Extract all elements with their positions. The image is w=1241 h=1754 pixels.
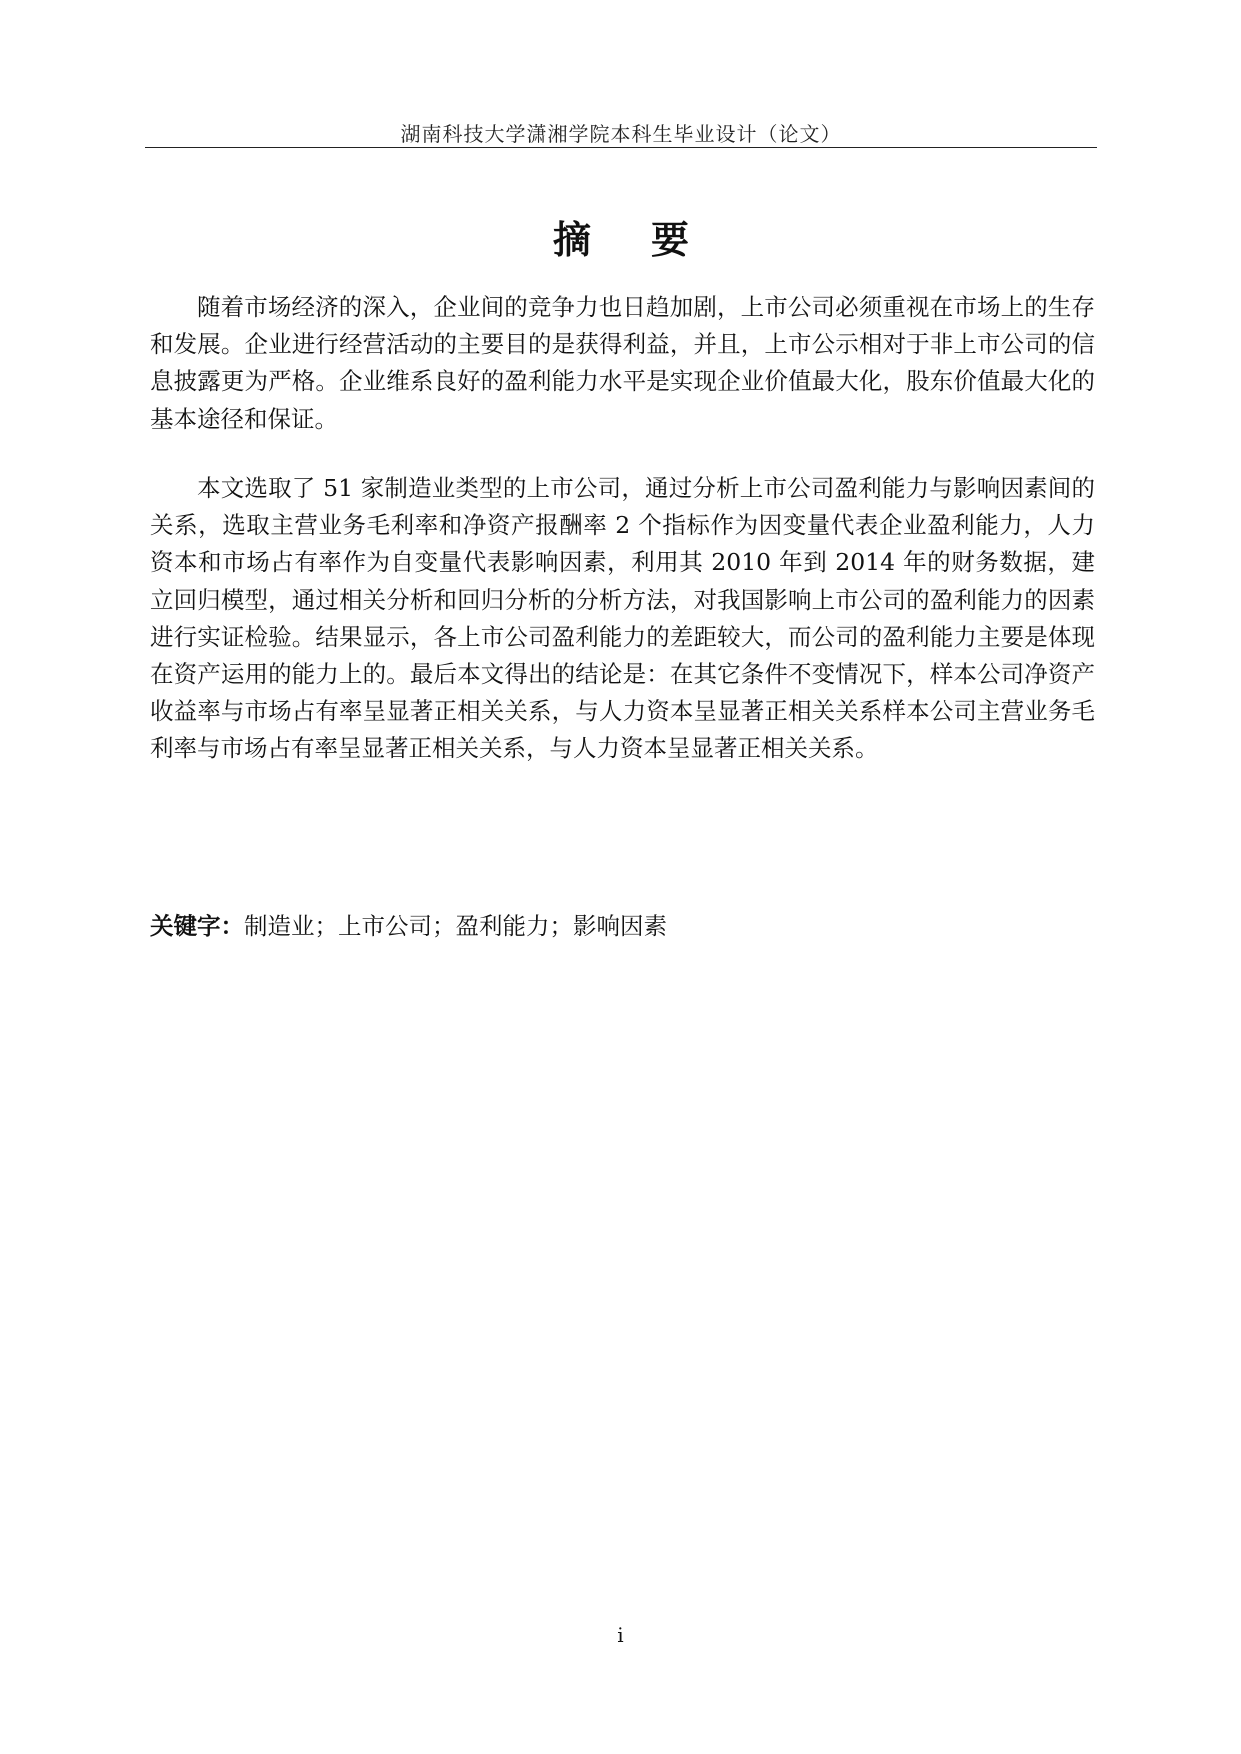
page-number: i	[617, 1623, 624, 1647]
abstract-paragraph-2: 本文选取了 51 家制造业类型的上市公司，通过分析上市公司盈利能力与影响因素间的关系，选取主营业务毛利率和净资产报酬率 2 个指标作为因变量代表企业盈利能力，人力资本和市场占有率作为自变量代表影响因素，利用其 2010 年到 2014 年的财务数据，建立回归模型，通过相关分析和回归分析的分析方法，对我国影响上市公司的盈利能力的因素进行实证检验。结果显示，各上市公司盈利能力的差距较大，而公司的盈利能力主要是体现在资产运用的能力上的。最后本文得出的结论是：在其它条件不变情况下，样本公司净资产收益率与市场占有率呈显著正相关关系，与人力资本呈显著正相关关系样本公司主营业务毛利率与市场占有率呈显著正相关关系，与人力资本呈显著正相关关系。	[150, 474, 1095, 763]
keywords-label: 关键字：	[150, 912, 244, 940]
keywords-line	[150, 909, 1095, 943]
keywords-text: 制造业；上市公司；盈利能力；影响因素	[244, 912, 667, 940]
abstract-title: 摘要	[552, 218, 749, 262]
abstract-paragraph-1: 随着市场经济的深入，企业间的竞争力也日趋加剧，上市公司必须重视在市场上的生存和发展。企业进行经营活动的主要目的是获得利益，并且，上市公示相对于非上市公司的信息披露更为严格。企业维系良好的盈利能力水平是实现企业价值最大化，股东价值最大化的基本途径和保证。	[150, 293, 1095, 433]
header-rule	[145, 147, 1097, 148]
running-header: 湖南科技大学潇湘学院本科生毕业设计（论文）	[400, 122, 842, 146]
